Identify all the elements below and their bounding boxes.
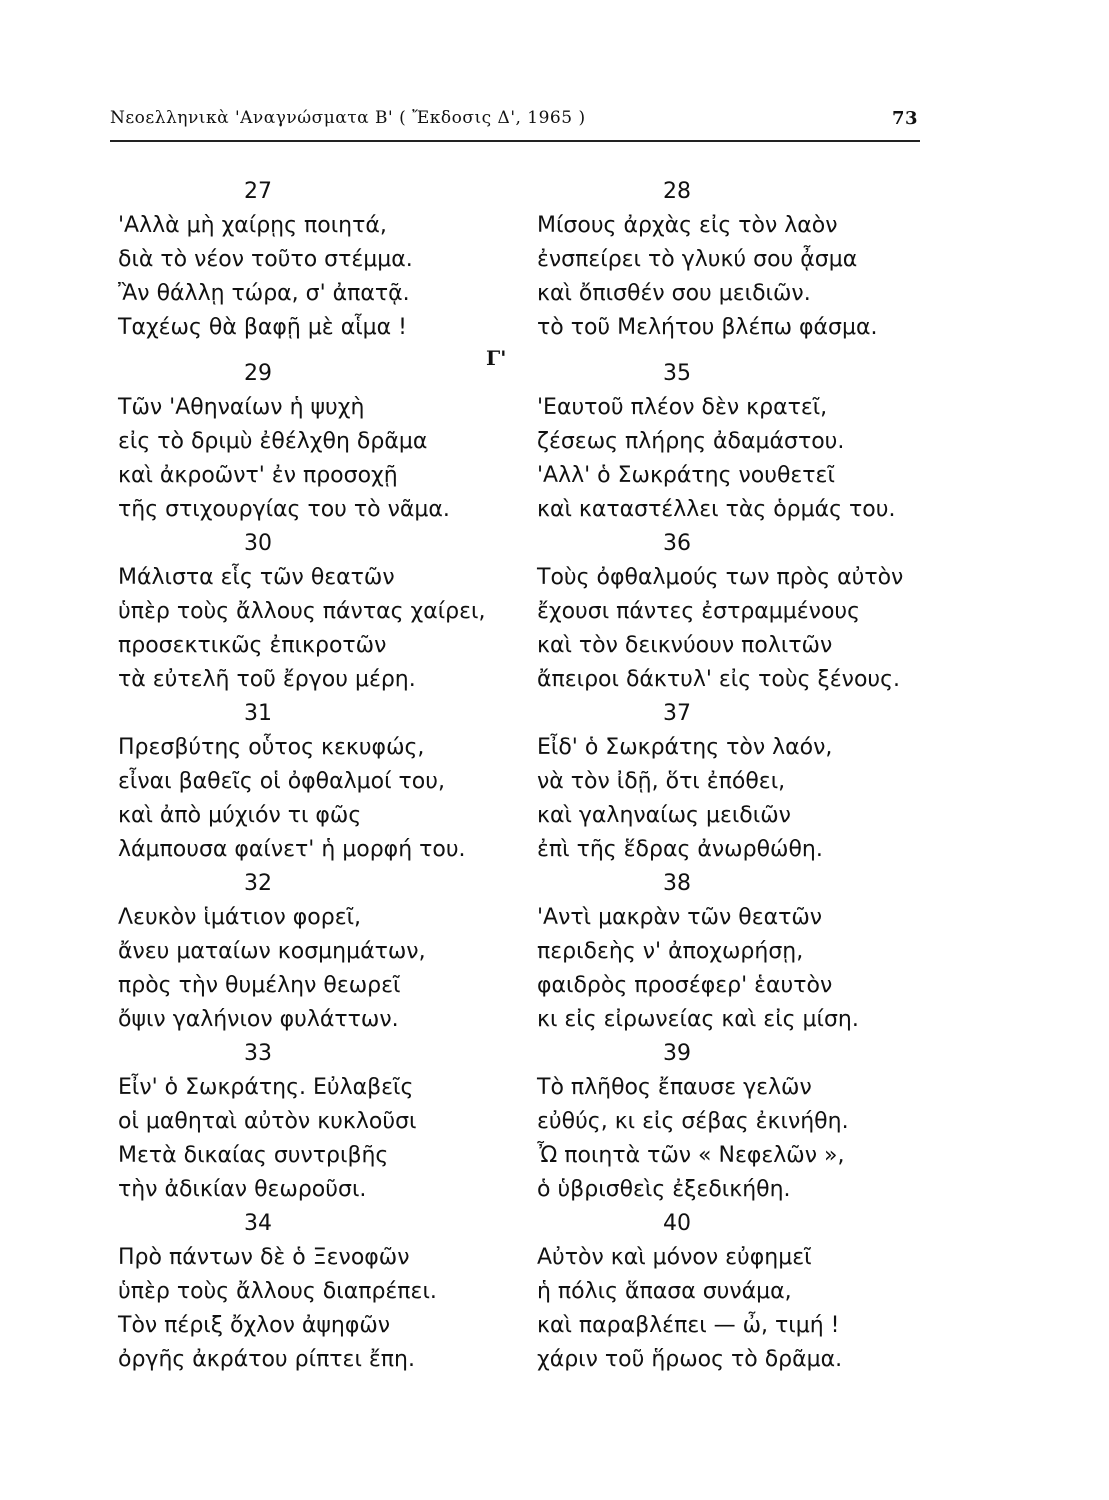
verse-line: Εἶδ' ὁ Σωκράτης τὸν λαόν,	[537, 735, 833, 760]
verse-line: ὑπὲρ τοὺς ἄλλους πάντας χαίρει,	[118, 599, 486, 624]
stanza-number: 34	[244, 1211, 272, 1236]
verse-line: ἡ πόλις ἅπασα συνάμα,	[537, 1279, 792, 1304]
stanza	[118, 357, 518, 527]
verse-line: ἄνευ ματαίων κοσμημάτων,	[118, 939, 426, 964]
verse-line: Εἶν' ὁ Σωκράτης. Εὐλαβεῖς	[118, 1075, 414, 1100]
verse-line: κι εἰς εἰρωνείας καὶ εἰς μίση.	[537, 1007, 859, 1032]
verse-line: καὶ παραβλέπει — ὦ, τιμή !	[537, 1313, 840, 1338]
verse-line: καὶ ἀπὸ μύχιόν τι φῶς	[118, 803, 362, 828]
stanza-number: 28	[663, 179, 691, 204]
section-marker: Γ'	[486, 346, 507, 370]
verse-line: Πρεσβύτης οὗτος κεκυφώς,	[118, 735, 425, 760]
stanza	[118, 867, 518, 1037]
stanza	[118, 175, 518, 345]
verse-line: 'Αλλ' ὁ Σωκράτης νουθετεῖ	[537, 463, 835, 488]
verse-line: ἄπειροι δάκτυλ' εἰς τοὺς ξένους.	[537, 667, 901, 692]
stanza-number: 31	[244, 701, 272, 726]
right-column	[537, 175, 957, 1377]
verse-line: Μετὰ δικαίας συντριβῆς	[118, 1143, 389, 1168]
verse-line: 'Αντὶ μακρὰν τῶν θεατῶν	[537, 905, 823, 930]
verse-line: τὸ τοῦ Μελήτου βλέπω φάσμα.	[537, 315, 878, 340]
verse-line: ζέσεως πλήρης ἀδαμάστου.	[537, 429, 845, 454]
stanza-number: 37	[663, 701, 691, 726]
header-rule	[110, 140, 920, 142]
stanza	[537, 527, 957, 697]
verse-line: 'Αλλὰ μὴ χαίρῃς ποιητά,	[118, 213, 387, 238]
stanza	[537, 867, 957, 1037]
verse-line: καὶ ἀκροῶντ' ἐν προσοχῇ	[118, 463, 398, 488]
verse-line: καὶ ὄπισθέν σου μειδιῶν.	[537, 281, 811, 306]
verse-line: Ὦ ποιητὰ τῶν « Νεφελῶν »,	[537, 1143, 845, 1168]
verse-line: διὰ τὸ νέον τοῦτο στέμμα.	[118, 247, 413, 272]
verse-line: καὶ γαληναίως μειδιῶν	[537, 803, 791, 828]
verse-line: περιδεὴς ν' ἀποχωρήσῃ,	[537, 939, 804, 964]
running-title: Νεοελληνικὰ 'Αναγνώσματα Β' ( Ἔκδοσις Δ', 1965 )	[110, 108, 586, 128]
verse-line: εἰς τὸ δριμὺ ἐθέλχθη δρᾶμα	[118, 429, 428, 454]
verse-line: ὑπὲρ τοὺς ἄλλους διαπρέπει.	[118, 1279, 437, 1304]
stanza-number: 27	[244, 179, 272, 204]
verse-line: ὄψιν γαλήνιον φυλάττων.	[118, 1007, 399, 1032]
verse-line: χάριν τοῦ ἥρωος τὸ δρᾶμα.	[537, 1347, 843, 1372]
verse-line: 'Εαυτοῦ πλέον δὲν κρατεῖ,	[537, 395, 828, 420]
verse-line: νὰ τὸν ἰδῇ, ὅτι ἐπόθει,	[537, 769, 786, 794]
stanza	[537, 357, 957, 527]
stanza	[118, 1207, 518, 1377]
stanza-number: 35	[663, 361, 691, 386]
verse-line: φαιδρὸς προσέφερ' ἑαυτὸν	[537, 973, 833, 998]
verse-line: καὶ τὸν δεικνύουν πολιτῶν	[537, 633, 833, 658]
verse-line: ἐνσπείρει τὸ γλυκύ σου ᾆσμα	[537, 247, 858, 272]
verse-line: εὐθύς, κι εἰς σέβας ἐκινήθη.	[537, 1109, 849, 1134]
verse-line: καὶ καταστέλλει τὰς ὁρμάς του.	[537, 497, 896, 522]
verse-line: ὁ ὑβρισθεὶς ἐξεδικήθη.	[537, 1177, 791, 1202]
verse-line: Τὸ πλῆθος ἔπαυσε γελῶν	[537, 1075, 812, 1100]
verse-line: Τοὺς ὀφθαλμούς των πρὸς αὐτὸν	[537, 565, 904, 590]
verse-line: Πρὸ πάντων δὲ ὁ Ξενοφῶν	[118, 1245, 410, 1270]
verse-line: Λευκὸν ἱμάτιον φορεῖ,	[118, 905, 362, 930]
verse-line: λάμπουσα φαίνετ' ἡ μορφή του.	[118, 837, 466, 862]
verse-line: Μάλιστα εἷς τῶν θεατῶν	[118, 565, 395, 590]
left-column	[118, 175, 518, 1377]
verse-line: Τὸν πέριξ ὄχλον ἀψηφῶν	[118, 1313, 391, 1338]
verse-line: Μίσους ἀρχὰς εἰς τὸν λαὸν	[537, 213, 838, 238]
stanza-number: 36	[663, 531, 691, 556]
verse-line: Ταχέως θὰ βαφῇ μὲ αἷμα !	[118, 315, 407, 340]
stanza-number: 38	[663, 871, 691, 896]
stanza-number: 33	[244, 1041, 272, 1066]
verse-line: πρὸς τὴν θυμέλην θεωρεῖ	[118, 973, 401, 998]
stanza-number: 40	[663, 1211, 691, 1236]
stanza	[537, 1037, 957, 1207]
verse-line: Τῶν 'Αθηναίων ἡ ψυχὴ	[118, 395, 365, 420]
verse-line: εἶναι βαθεῖς οἱ ὀφθαλμοί του,	[118, 769, 445, 794]
stanza	[537, 1207, 957, 1377]
stanza	[118, 1037, 518, 1207]
page-number: 73	[891, 108, 918, 129]
verse-line: τῆς στιχουργίας του τὸ νᾶμα.	[118, 497, 450, 522]
verse-line: ἔχουσι πάντες ἐστραμμένους	[537, 599, 861, 624]
stanza	[537, 697, 957, 867]
verse-line: προσεκτικῶς ἐπικροτῶν	[118, 633, 387, 658]
verse-line: Ἂν θάλλῃ τώρα, σ' ἀπατᾷ.	[118, 281, 410, 306]
stanza-number: 39	[663, 1041, 691, 1066]
stanza-number: 30	[244, 531, 272, 556]
verse-line: ἐπὶ τῆς ἕδρας ἀνωρθώθη.	[537, 837, 823, 862]
stanza-number: 29	[244, 361, 272, 386]
verse-line: οἱ μαθηταὶ αὐτὸν κυκλοῦσι	[118, 1109, 417, 1134]
stanza-number: 32	[244, 871, 272, 896]
verse-line: Αὐτὸν καὶ μόνον εὐφημεῖ	[537, 1245, 812, 1270]
stanza	[118, 697, 518, 867]
stanza	[118, 527, 518, 697]
stanza	[537, 175, 957, 345]
verse-line: τὰ εὐτελῆ τοῦ ἔργου μέρη.	[118, 667, 416, 692]
verse-line: τὴν ἀδικίαν θεωροῦσι.	[118, 1177, 367, 1202]
verse-line: ὀργῆς ἀκράτου ρίπτει ἔπη.	[118, 1347, 415, 1372]
